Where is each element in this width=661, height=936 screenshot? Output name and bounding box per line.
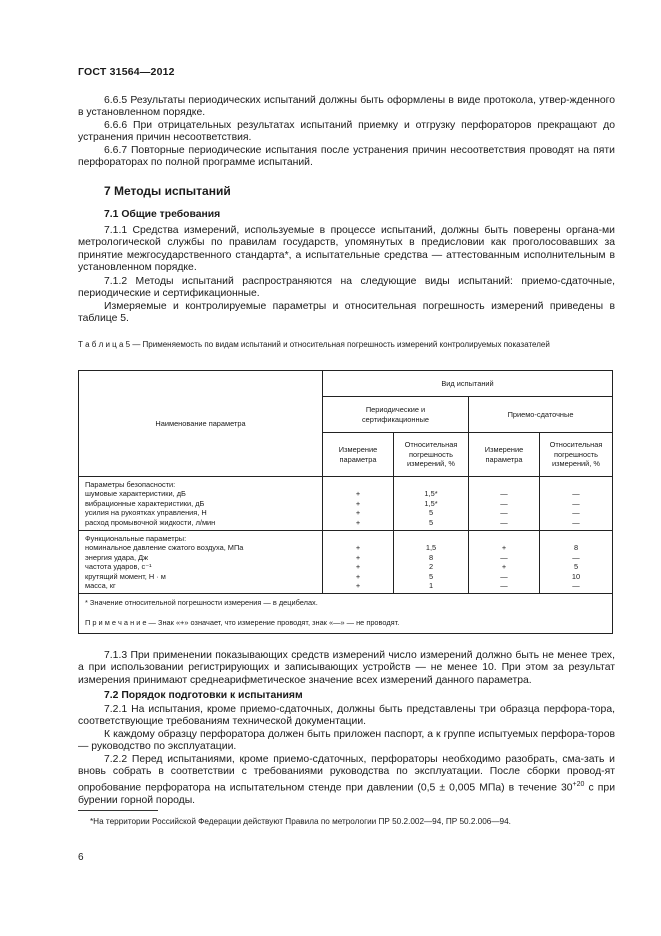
col-periodic-error: Относительная погрешность измерений, %	[394, 433, 469, 477]
row-name: вибрационные характеристики, дБ	[85, 498, 205, 508]
group-safety-acceptance-error	[540, 477, 613, 531]
section-title-7: 7 Методы испытаний	[104, 184, 231, 198]
cell-value: 5	[428, 571, 434, 581]
paragraph-7-2-2	[78, 754, 615, 807]
cell-value: 5	[428, 517, 434, 527]
group-functional-periodic-measure	[323, 531, 394, 594]
cell-value: 1,5*	[424, 489, 438, 499]
table-5	[78, 370, 613, 634]
col-acceptance-error: Относительная погрешность измерений, %	[540, 433, 613, 477]
paragraph-6-6-7: 6.6.7 Повторные периодические испытания после устранения причин несоответствия проводят на пяти перфораторах по полной программе испытаний.	[78, 145, 615, 169]
cell-value: +	[355, 517, 361, 527]
group-title: Параметры безопасности:	[85, 480, 176, 489]
table-notes	[79, 594, 613, 634]
group-functional-names	[79, 531, 323, 594]
time-base: 30	[560, 782, 573, 794]
footnote-divider	[78, 810, 158, 811]
cell-value: —	[500, 571, 508, 581]
row-name: усилия на рукоятках управления, Н	[85, 508, 207, 518]
paragraph-7-1-2-table-ref: Измеряемые и контролируемые параметры и относительная погрешность измерений приведены в таблице 5.	[78, 301, 615, 325]
cell-value: —	[500, 552, 508, 562]
paragraph-7-1-2: 7.1.2 Методы испытаний распространяются на следующие виды испытаний: приемо-сдаточные, периодические и сертификационные.	[78, 276, 615, 300]
table-caption: Т а б л и ц а 5 — Применяемость по видам испытаний и относительная погрешность измерений контролируемых показателей	[78, 340, 550, 349]
paragraph-7-2-1-passport: К каждому образцу перфоратора должен быть приложен паспорт, а к группе испытуемых перфора-торов — руководство по эксплуатации.	[78, 729, 615, 753]
group-safety-periodic-error	[394, 477, 469, 531]
row-name: номинальное давление сжатого воздуха, МПа	[85, 543, 244, 553]
row-name: энергия удара, Дж	[85, 552, 149, 562]
paragraph-text: 7.2.2 Перед испытаниями, кроме приемо-сдаточных, перфораторы необходимо разобрать, сма-зать и вновь собрать в соответствии с требованиями руководства по эксплуатации. После сборки провод-ят опробование перфоратора на испытательном стенде при давлении (0,5 ± 0,005 МПа) в течение	[78, 754, 615, 794]
cell-value: —	[572, 489, 580, 499]
paragraph-7-2-1: 7.2.1 На испытания, кроме приемо-сдаточных, должны быть представлены три образца перфора-тора, соответствующие требованиям технической документации.	[78, 704, 615, 728]
cell-value: 8	[573, 543, 579, 553]
cell-value: +	[355, 543, 361, 553]
col-periodic-measure: Измерение параметра	[323, 433, 394, 477]
row-name: шумовые характеристики, дБ	[85, 489, 186, 499]
cell-value: +	[355, 489, 361, 499]
cell-value: +	[355, 498, 361, 508]
row-name: расход промывочной жидкости, л/мин	[85, 517, 216, 527]
paragraph-6-6-5: 6.6.5 Результаты периодических испытаний должны быть оформлены в виде протокола, утвер-жденного в установленном порядке.	[78, 95, 615, 119]
cell-value: 10	[571, 571, 581, 581]
cell-value: +	[355, 571, 361, 581]
header-periodic: Периодические и сертификационные	[323, 397, 469, 433]
cell-value: +	[355, 581, 361, 591]
table-note: П р и м е ч а н и е — Знак «+» означает, что измерение проводят, знак «—» — не проводят.	[85, 617, 400, 627]
cell-value: +	[355, 552, 361, 562]
cell-value: 1,5*	[424, 498, 438, 508]
group-functional-acceptance-measure	[469, 531, 540, 594]
cell-value: 2	[428, 562, 434, 572]
cell-value: —	[500, 489, 508, 499]
page-number: 6	[78, 852, 84, 863]
cell-value: +	[501, 543, 507, 553]
subsection-title-7-1: 7.1 Общие требования	[104, 209, 221, 220]
cell-value: —	[500, 508, 508, 518]
cell-value: —	[572, 552, 580, 562]
header-acceptance: Приемо-сдаточные	[469, 397, 613, 433]
cell-value: +	[501, 562, 507, 572]
paragraph-6-6-6: 6.6.6 При отрицательных результатах испытаний приемку и отгрузку перфораторов прекращают до устранения причин несоответствия.	[78, 120, 615, 144]
group-safety-names	[79, 477, 323, 531]
cell-value: —	[500, 581, 508, 591]
cell-value: —	[572, 498, 580, 508]
cell-value: +	[355, 508, 361, 518]
header-test-type: Вид испытаний	[323, 371, 613, 397]
subsection-title-7-2: 7.2 Порядок подготовки к испытаниям	[104, 690, 303, 701]
cell-value: 1	[428, 581, 434, 591]
row-name: крутящий момент, Н · м	[85, 571, 166, 581]
paragraph-text-tail: с при бурении горной породы.	[78, 782, 615, 806]
cell-value: —	[572, 581, 580, 591]
row-name: масса, кг	[85, 581, 116, 591]
group-safety-periodic-measure	[323, 477, 394, 531]
group-functional-acceptance-error	[540, 531, 613, 594]
group-title: Функциональные параметры:	[85, 534, 187, 544]
cell-value: 5	[428, 508, 434, 518]
cell-value: —	[572, 508, 580, 518]
cell-value: —	[500, 498, 508, 508]
page-header: ГОСТ 31564—2012	[78, 66, 175, 78]
paragraph-7-1-1: 7.1.1 Средства измерений, используемые в процессе испытаний, должны быть поверены органа-ми метрологической службы по правилам государств, упомянутых в предисловии как проголосовавших за принятие межгосударственного стандарта*, а испытательные средства — аттестованным исполнительным в установленном порядке.	[78, 225, 615, 274]
row-name: частота ударов, с⁻¹	[85, 562, 152, 572]
cell-value: 8	[428, 552, 434, 562]
cell-value: +	[355, 562, 361, 572]
group-safety-acceptance-measure	[469, 477, 540, 531]
col-acceptance-measure: Измерение параметра	[469, 433, 540, 477]
time-tolerance: +20	[572, 780, 585, 788]
paragraph-7-1-3: 7.1.3 При применении показывающих средств измерений число измерений должно быть не менее трех, а при использовании регистрирующих и записывающих устройств — не менее 10. При этом за результат измерения принимают среднеарифметическое значение всех измерений данного параметра.	[78, 650, 615, 686]
header-parameter-name: Наименование параметра	[79, 371, 323, 477]
cell-value: —	[572, 517, 580, 527]
table-footnote-star: * Значение относительной погрешности измерения — в децибелах.	[85, 598, 318, 608]
page-footnote: *На территории Российской Федерации действуют Правила по метрологии ПР 50.2.002—94, ПР 50.2.006—94.	[90, 817, 511, 826]
group-functional-periodic-error	[394, 531, 469, 594]
cell-value: 1,5	[425, 543, 437, 553]
cell-value: —	[500, 517, 508, 527]
cell-value: 5	[573, 562, 579, 572]
